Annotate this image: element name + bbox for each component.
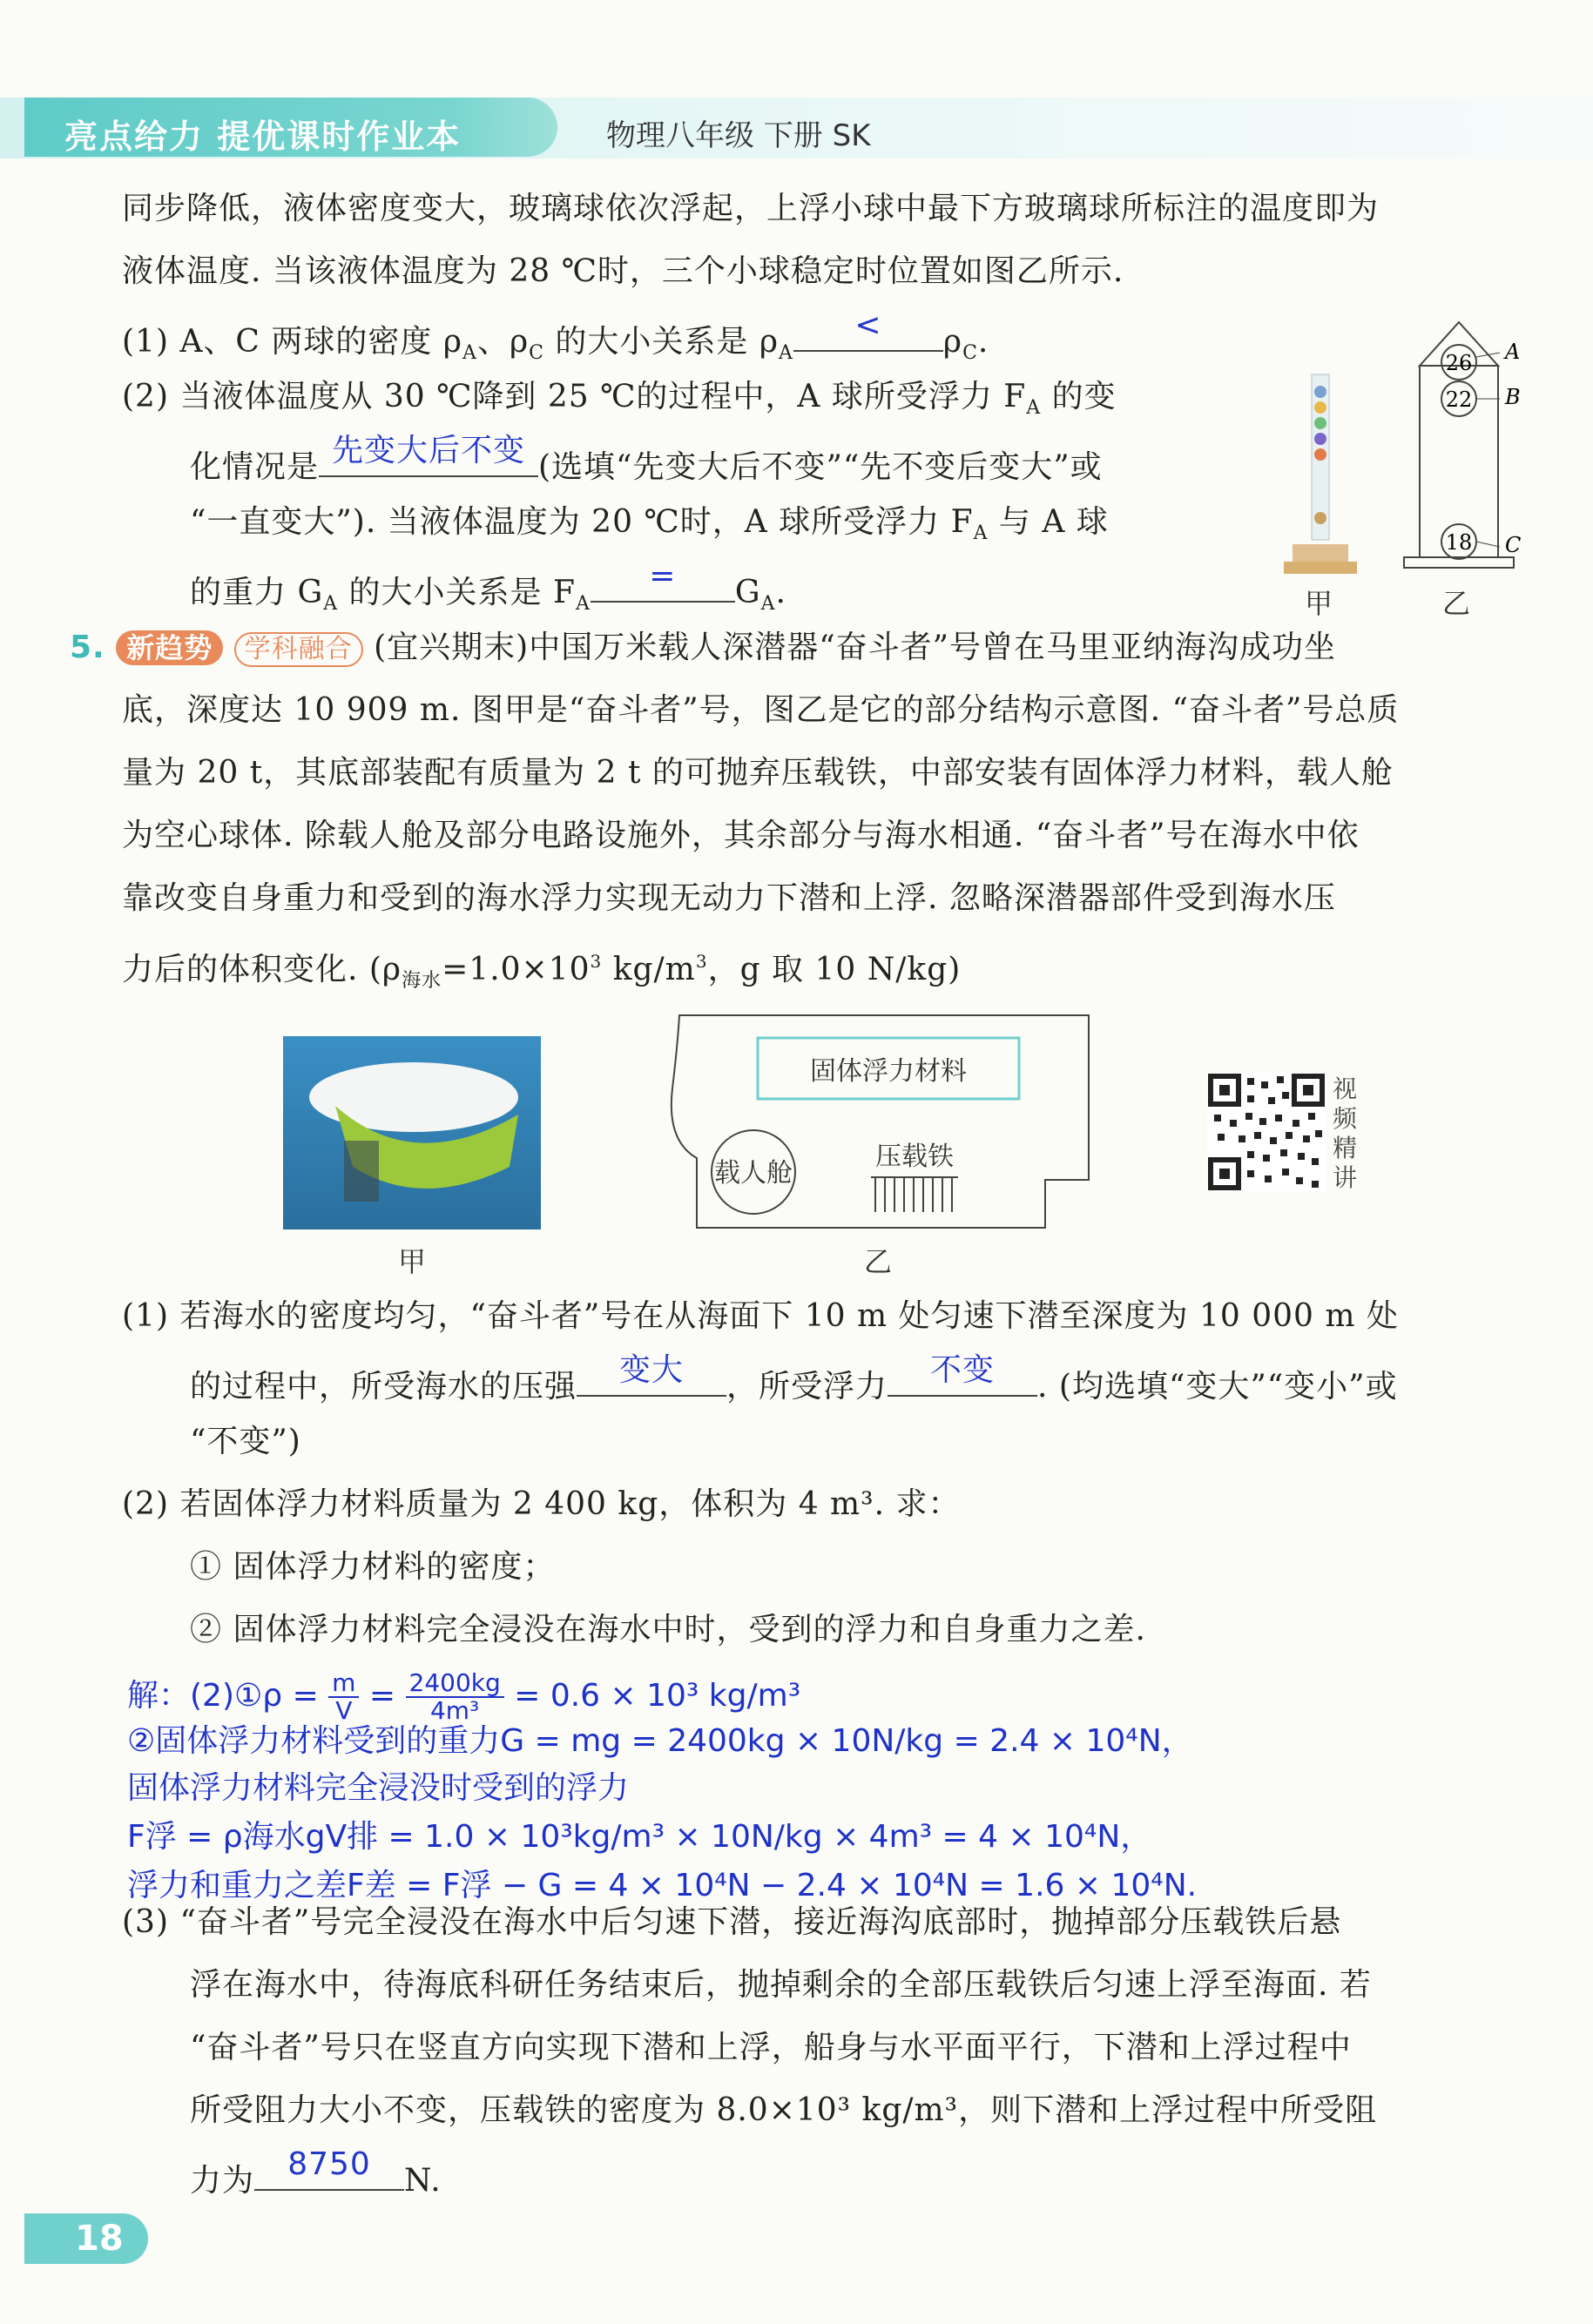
q4-fig-label-jia: 甲 (1305, 587, 1333, 620)
q5-line-5: 靠改变自身重力和受到的海水浮力实现无动力下潜和上浮. 忽略深潜器部件受到海水压 (122, 880, 1336, 916)
q5-line-3: 量为 20 t，其底部装配有质量为 2 t 的可抛弃压载铁，中部安装有固体浮力材料，载人舱 (122, 755, 1394, 791)
q5-line-1: 5. 新趋势 学科融合 (宜兴期末)中国万米载人深潜器“奋斗者”号曾在马里亚纳海沟成功坐 (70, 630, 1337, 665)
q5-sub1-blank-2[interactable] (888, 1352, 1037, 1397)
qr-caption: 视频精讲 (1333, 1074, 1358, 1192)
q4-text-line-2: 液体温度. 当该液体温度为 28 ℃时，三个小球稳定时位置如图乙所示. (122, 253, 1124, 289)
solution-line-4: F浮 = ρ海水gV排 = 1.0 × 10³kg/m³ × 10N/kg × 4m³ = 4 × 10⁴N， (127, 1819, 1152, 1855)
q5-sub3-line-1: (3) “奋斗者”号完全浸没在海水中后匀速下潜，接近海沟底部时，抛掉部分压载铁后悬 (122, 1904, 1342, 1940)
q4-diagram-yi (1394, 313, 1524, 583)
q4-fig-label-yi: 乙 (1442, 587, 1471, 620)
ball-22-label: 22 (1445, 387, 1473, 412)
solution-line-3: 固体浮力材料完全浸没时受到的浮力 (127, 1770, 630, 1806)
q5-fig-label-jia: 甲 (398, 1245, 427, 1278)
q5-sub1-answer-2: 不变 (930, 1352, 996, 1388)
q4-part2-blank-2[interactable] (591, 558, 735, 603)
q5-sub1-blank-1[interactable] (577, 1352, 726, 1397)
submersible-structure-diagram (662, 1010, 1097, 1236)
q5-number: 5. (70, 630, 105, 665)
q5-line-6: 力后的体积变化. ($\rho_{海水}=1.0\times 10^3$ $kg/m^3$，g 取 10 N/kg) (122, 951, 962, 992)
q5-fig-label-yi: 乙 (864, 1245, 893, 1278)
q4-text-line-1: 同步降低，液体密度变大，玻璃球依次浮起，上浮小球中最下方玻璃球所标注的温度即为 (122, 191, 1380, 226)
solution-line-5: 浮力和重力之差F差 = F浮 − G = 4 × 10⁴N − 2.4 × 10⁴N = 1.6 × 10⁴N. (127, 1868, 1198, 1903)
q5-line-2: 底，深度达 10 909 m. 图甲是“奋斗者”号，图乙是它的部分结构示意图. “奋斗者”号总质 (122, 692, 1400, 728)
crew-cabin-label: 载人舱 (714, 1158, 793, 1189)
solution-line-2: ②固体浮力材料受到的重力G = mg = 2400kg × 10N/kg = 2.4 × 10⁴N， (127, 1723, 1193, 1759)
q5-line-4: 为空心球体. 除载人舱及部分电路设施外，其余部分与海水相通. “奋斗者”号在海水中依 (122, 818, 1360, 853)
q5-sub2-line-3: ② 固体浮力材料完全浸没在海水中时，受到的浮力和自身重力之差. (190, 1612, 1146, 1647)
q5-sub1-line-1: (1) 若海水的密度均匀，“奋斗者”号在从海面下 10 m 处匀速下潜至深度为 10 000 m 处 (122, 1298, 1399, 1334)
submersible-photo (283, 1036, 541, 1229)
label-A: A (1505, 340, 1521, 364)
label-C: C (1505, 533, 1522, 557)
q5-sub3-line-5: 力为 8750 N. (190, 2146, 442, 2199)
q5-sub3-line-4: 所受阻力大小不变，压载铁的密度为 8.0×10³ kg/m³，则下潜和上浮过程中所受阻 (190, 2092, 1378, 2128)
badge-new-trend: 新趋势 (116, 630, 223, 665)
q5-sub1-line-2: 的过程中，所受海水的压强 变大 ，所受浮力 不变 . (均选填“变大”“变小”或 (190, 1352, 1398, 1405)
q4-part2-answer-1: 先变大后不变 (332, 433, 526, 468)
q4-part2-answer-2: = (649, 558, 677, 594)
q4-part2-line-4: 的重力 $G_A$ 的大小关系是 $F_A$ = $G_A$. (190, 558, 786, 615)
q5-sub2-line-1: (2) 若固体浮力材料质量为 2 400 kg，体积为 4 m³. 求： (122, 1486, 961, 1522)
header-series-title: 亮点给力 提优课时作业本 (64, 118, 462, 156)
page-number: 18 (75, 2219, 124, 2259)
q5-sub3-answer: 8750 (287, 2146, 371, 2182)
q5-sub3-line-3: “奋斗者”号只在竖直方向实现下潜和上浮，船身与水平面平行，下潜和上浮过程中 (190, 2030, 1352, 2065)
q5-sub1-answer-1: 变大 (619, 1352, 685, 1388)
solution-line-1: 解：(2)①ρ = $\frac{m}{V}$ = $\frac{2400kg}{\text{4m³}}$ = 0.6 × 10³ kg/m³ (127, 1668, 801, 1725)
qr-code-icon[interactable] (1207, 1073, 1326, 1191)
ball-18-label: 18 (1445, 530, 1473, 555)
q4-part1: (1) A、C 两球的密度 $\rho_A$、$\rho_C$ 的大小关系是 $\rho_A$ < $\rho_C$. (122, 307, 989, 364)
q4-part2-line-1: (2) 当液体温度从 30 ℃降到 25 ℃的过程中，A 球所受浮力 $F_A$ 的变 (122, 379, 1117, 419)
q5-sub2-line-2: ① 固体浮力材料的密度； (190, 1549, 556, 1585)
q5-sub1-line-3: “不变”) (190, 1424, 301, 1459)
galileo-thermometer-photo (1277, 366, 1364, 583)
label-B: B (1505, 385, 1521, 409)
ballast-label: 压载铁 (875, 1142, 954, 1172)
q4-part1-answer: < (854, 307, 882, 343)
ballast-iron-bars (871, 1177, 958, 1212)
q5-sub3-line-2: 浮在海水中，待海底科研任务结束后，抛掉剩余的全部压载铁后匀速上浮至海面. 若 (190, 1967, 1372, 2003)
ball-26-label: 26 (1445, 351, 1473, 375)
q4-part2-line-3: “一直变大”). 当液体温度为 20 ℃时，A 球所受浮力 $F_A$ 与 A 球 (190, 504, 1109, 544)
buoyancy-material-label: 固体浮力材料 (810, 1056, 967, 1087)
q4-part1-blank[interactable] (793, 307, 943, 352)
header-book-info: 物理八年级 下册 SK (606, 118, 871, 153)
q4-part2-line-2: 化情况是 先变大后不变 (选填“先变大后不变”“先不变后变大”或 (190, 433, 1103, 485)
q4-part2-blank-1[interactable] (319, 433, 538, 477)
badge-subject-fusion: 学科融合 (234, 632, 363, 667)
